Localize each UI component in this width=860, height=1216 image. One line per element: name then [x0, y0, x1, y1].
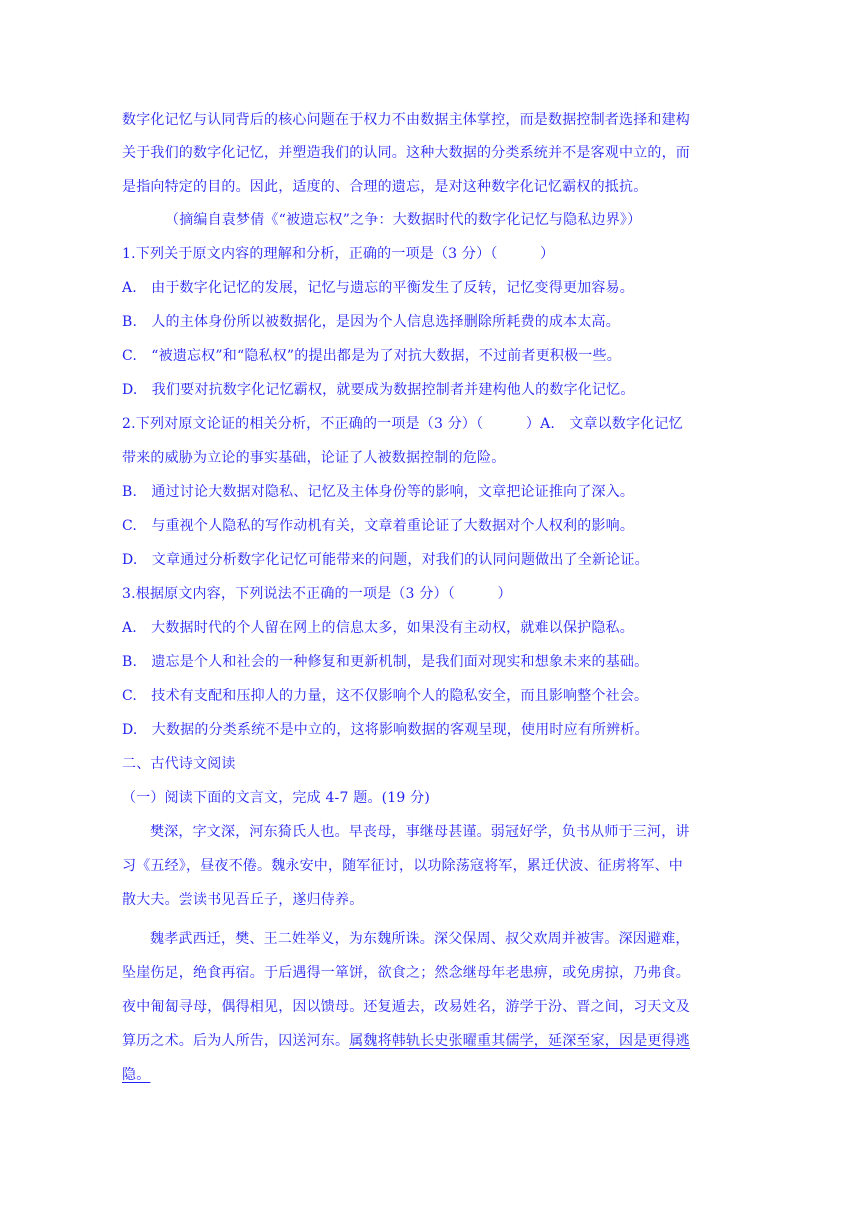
classical-p1-line-1: 樊深，字文深，河东猗氏人也。早丧母，事继母甚谨。弱冠好学，负书从师于三河，讲 [150, 824, 690, 840]
question-1-stem: 1.下列关于原文内容的理解和分析，正确的一项是（3 分）（ ） [122, 246, 555, 262]
classical-p2-line-5 [122, 1065, 150, 1085]
underlined-sentence-part-1: 属魏将韩轨长史张曜重其儒学，延深至家，因是更得逃 [349, 1033, 691, 1049]
source-credit: （摘编自袁梦倩《“被遗忘权”之争：大数据时代的数字化记忆与隐私边界》） [165, 212, 642, 228]
subsection-1-title: （一）阅读下面的文言文，完成 4-7 题。(19 分) [122, 790, 431, 806]
question-3-stem: 3.根据原文内容，下列说法不正确的一项是（3 分）（ ） [122, 586, 512, 602]
classical-p2-line-3: 夜中匍匐寻母，偶得相见，因以馈母。还复遁去，改易姓名，游学于汾、晋之间，习天文及 [122, 999, 690, 1015]
question-2-option-c: C. 与重视个人隐私的写作动机有关，文章着重论证了大数据对个人权利的影响。 [122, 518, 635, 534]
question-3-option-a: A. 大数据时代的个人留在网上的信息太多，如果没有主动权，就难以保护隐私。 [122, 620, 634, 636]
question-2-stem-line-1: 2.下列对原文论证的相关分析，不正确的一项是（3 分）（ ）A. 文章以数字化记忆 [122, 416, 683, 432]
classical-p2-line-2: 坠崖伤足，绝食再宿。于后遇得一箪饼，欲食之；然念继母年老患痹，或免虏掠，乃弗食。 [122, 965, 690, 981]
passage-line-3: 是指向特定的目的。因此，适度的、合理的遗忘，是对这种数字化记忆霸权的抵抗。 [122, 179, 648, 195]
question-2-option-b: B. 通过讨论大数据对隐私、记忆及主体身份等的影响，文章把论证推向了深入。 [122, 484, 635, 500]
passage-line-1: 数字化记忆与认同背后的核心问题在于权力不由数据主体掌控，而是数据控制者选择和建构 [122, 112, 690, 128]
question-3-option-b: B. 遗忘是个人和社会的一种修复和更新机制，是我们面对现实和想象未来的基础。 [122, 654, 649, 670]
classical-p1-line-3: 散大夫。尝读书见吾丘子，遂归侍养。 [122, 892, 364, 908]
question-1-option-a: A. 由于数字化记忆的发展，记忆与遗忘的平衡发生了反转，记忆变得更加容易。 [122, 280, 634, 296]
section-2-title: 二、古代诗文阅读 [122, 756, 236, 772]
classical-p2-line-4 [122, 1031, 690, 1051]
question-1-option-b: B. 人的主体身份所以被数据化，是因为个人信息选择删除所耗费的成本太高。 [122, 314, 620, 330]
question-1-option-c: C. “被遗忘权”和“隐私权”的提出都是为了对抗大数据，不过前者更积极一些。 [122, 348, 621, 364]
classical-p1-line-2: 习《五经》，昼夜不倦。魏永安中，随军征讨，以功除荡寇将军，累迁伏波、征虏将军、中 [122, 858, 683, 874]
passage-line-2: 关于我们的数字化记忆，并塑造我们的认同。这种大数据的分类系统并不是客观中立的，而 [122, 145, 690, 161]
question-3-option-c: C. 技术有支配和压抑人的力量，这不仅影响个人的隐私安全，而且影响整个社会。 [122, 688, 649, 704]
question-1-option-d: D. 我们要对抗数字化记忆霸权，就要成为数据控制者并建构他人的数字化记忆。 [122, 382, 635, 398]
classical-p2-line-4-text: 算历之术。后为人所告，囚送河东。 [122, 1033, 350, 1049]
question-3-option-d: D. 大数据的分类系统不是中立的，这将影响数据的客观呈现，使用时应有所辨析。 [122, 722, 649, 738]
underlined-sentence-part-2: 隐。 [122, 1067, 151, 1083]
question-2-option-d: D. 文章通过分析数字化记忆可能带来的问题，对我们的认同问题做出了全新论证。 [122, 552, 649, 568]
classical-p2-line-1: 魏孝武西迁，樊、王二姓举义，为东魏所诛。深父保周、叔父欢周并被害。深因避难， [150, 931, 690, 947]
question-2-stem-line-2: 带来的威胁为立论的事实基础，论证了人被数据控制的危险。 [122, 450, 506, 466]
